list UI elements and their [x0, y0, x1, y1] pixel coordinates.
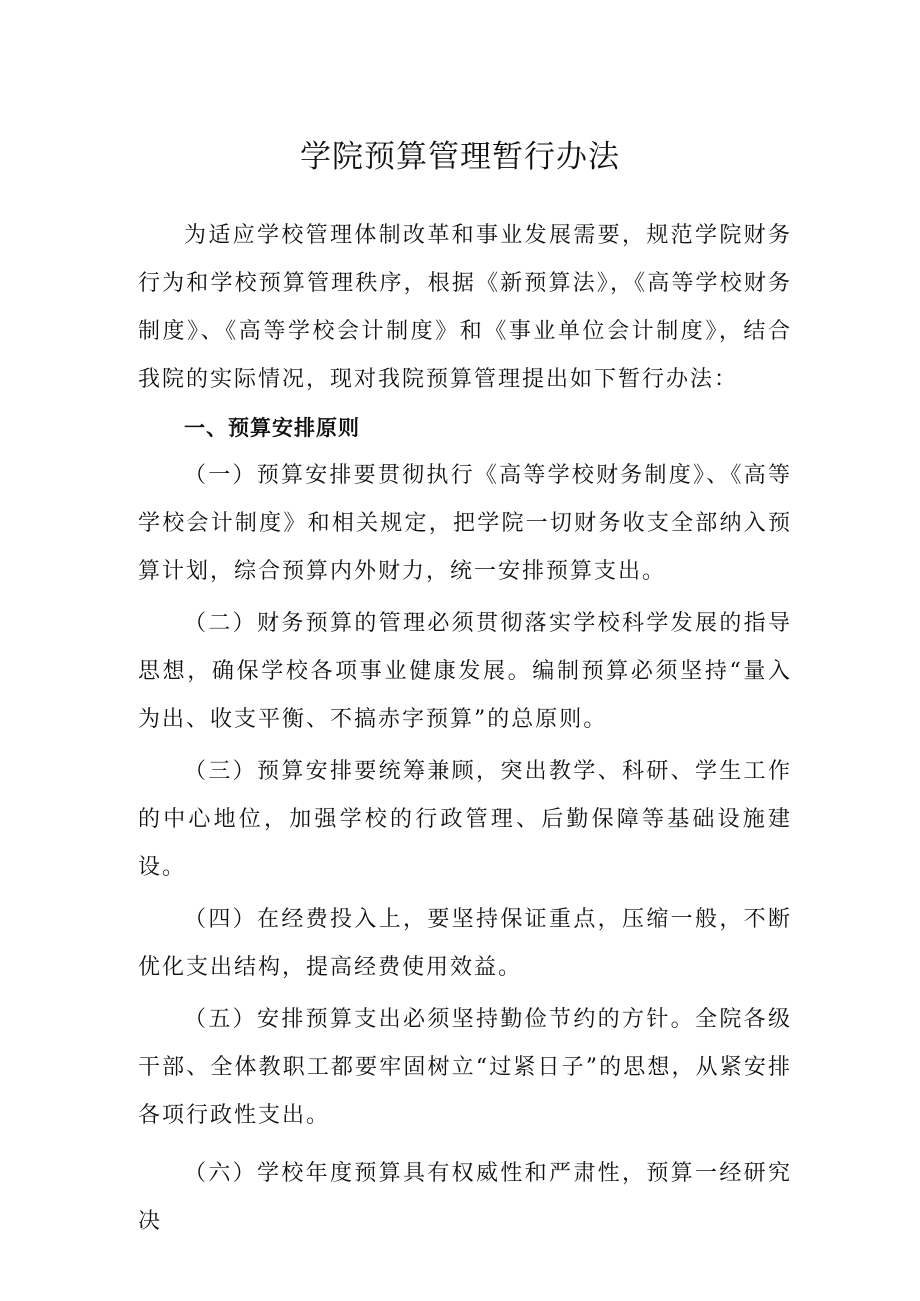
document-body: [138, 212, 792, 1246]
list-item: （六）学校年度预算具有权威性和严肃性，预算一经研究决: [138, 1161, 792, 1234]
list-item: （三）预算安排要统筹兼顾，突出教学、科研、学生工作的中心地位，加强学校的行政管理、后勤保障等基础设施建设。: [138, 759, 792, 880]
list-item: （五）安排预算支出必须坚持勤俭节约的方针。全院各级干部、全体教职工都要牢固树立“过紧日子”的思想，从紧安排各项行政性支出。: [138, 1007, 792, 1128]
list-item: （二）财务预算的管理必须贯彻落实学校科学发展的指导思想，确保学校各项事业健康发展。编制预算必须坚持“量入为出、收支平衡、不搞赤字预算”的总原则。: [138, 611, 792, 732]
section-heading: 一、预算安排原则: [184, 416, 360, 440]
intro-paragraph: 为适应学校管理体制改革和事业发展需要，规范学院财务行为和学校预算管理秩序，根据《新预算法》，《高等学校财务制度》、《高等学校会计制度》和《事业单位会计制度》，结合我院的实际情况，现对我院预算管理提出如下暂行办法：: [138, 223, 792, 392]
list-item: （四）在经费投入上，要坚持保证重点，压缩一般，不断优化支出结构，提高经费使用效益。: [138, 907, 792, 980]
list-item: （一）预算安排要贯彻执行《高等学校财务制度》、《高等学校会计制度》和相关规定，把学院一切财务收支全部纳入预算计划，综合预算内外财力，统一安排预算支出。: [138, 463, 792, 584]
document-title: 学院预算管理暂行办法: [300, 139, 620, 175]
